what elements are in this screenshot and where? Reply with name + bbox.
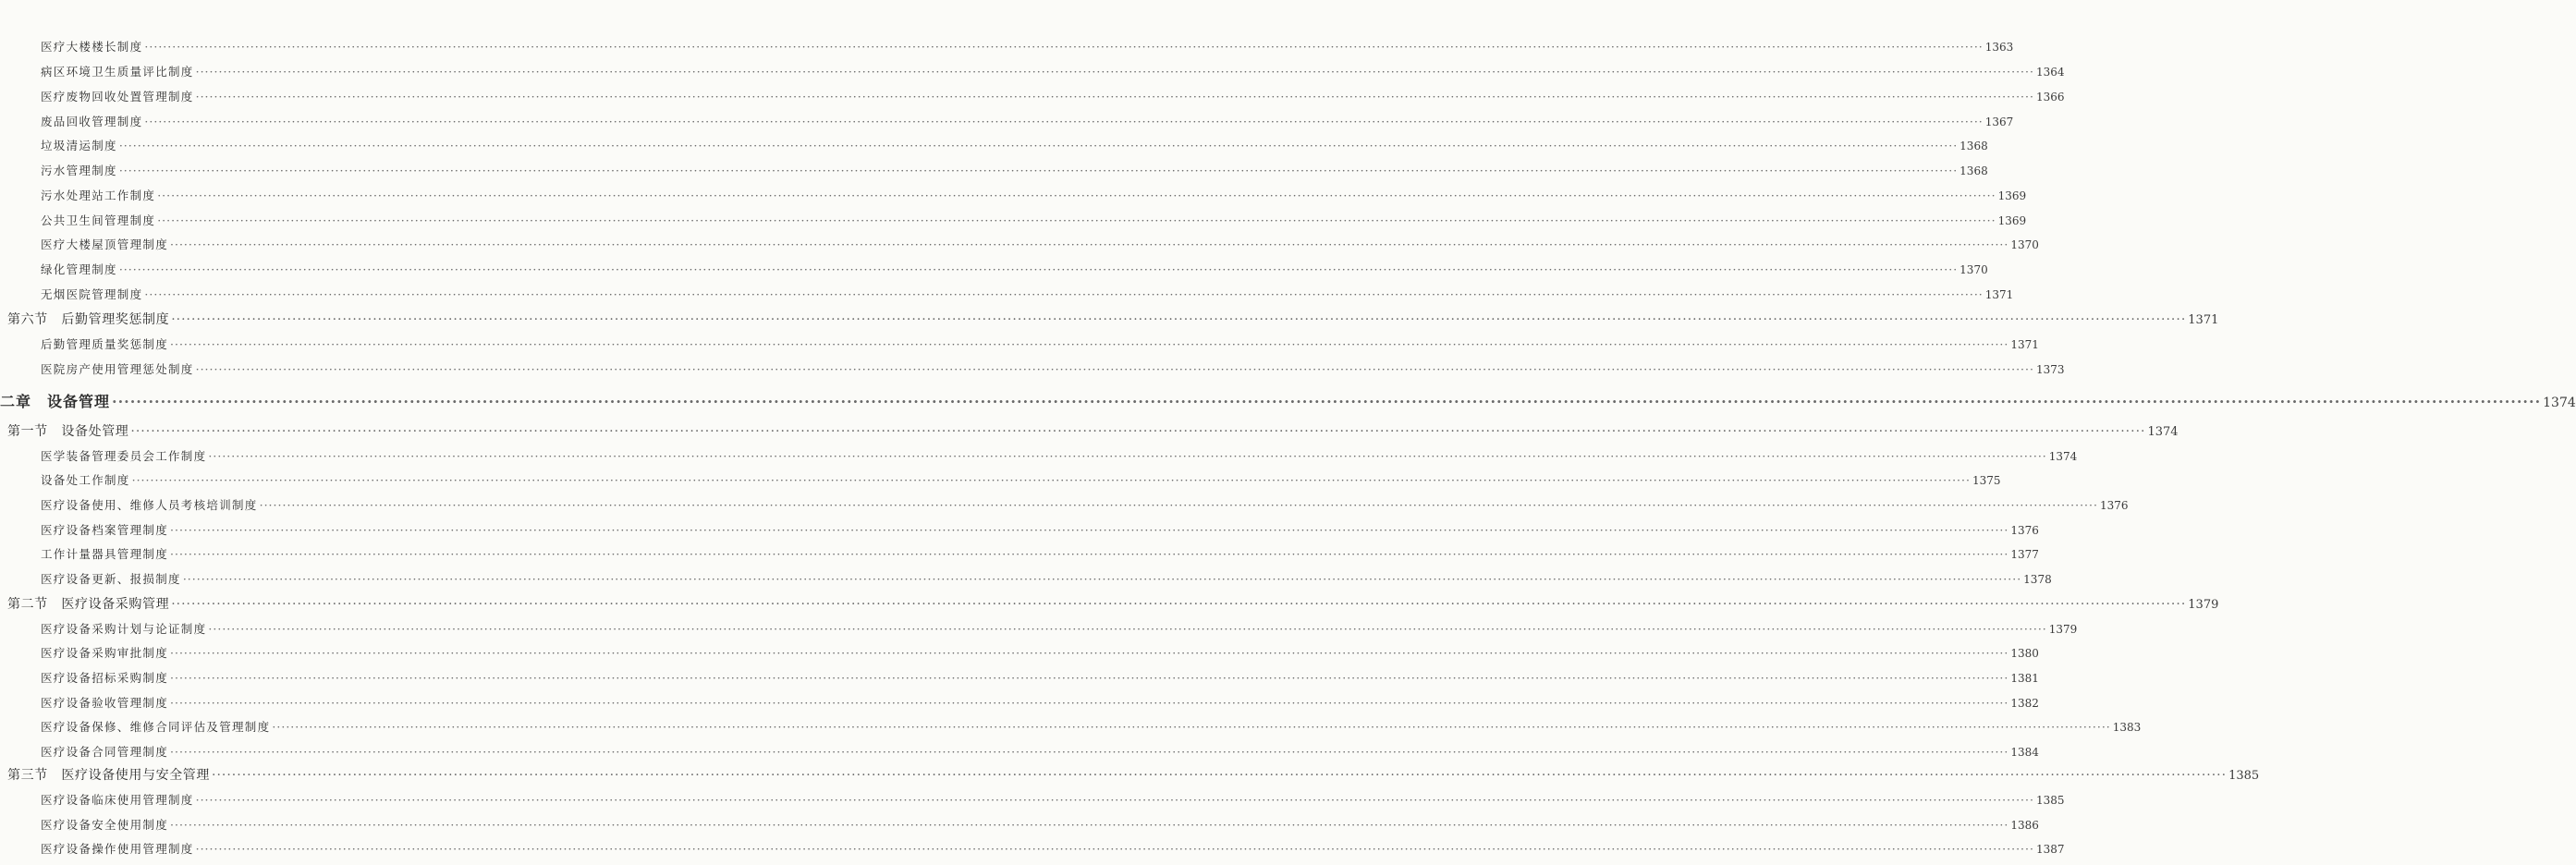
toc-page-number: 1366 [2035, 91, 2065, 104]
toc-section [7, 421, 2179, 440]
toc-label: 医疗设备安全使用制度 [41, 818, 169, 832]
toc-leader-dots: ················································································································································································································································································································································································································ [170, 547, 2009, 561]
toc-page-number: 1373 [2035, 363, 2065, 376]
toc-leader-dots: ················································································································································································································································································································································································································ [212, 768, 2228, 783]
toc-leader-dots: ················································································································································································································································································································································································································ [170, 523, 2009, 537]
toc-leader-dots: ················································································································································································································································································································································································································ [195, 65, 2034, 79]
toc-leader-dots: ················································································································································································································································································································································································································ [144, 115, 1984, 128]
toc-page-number: 1370 [1959, 263, 1988, 276]
toc-label: 医学装备管理委员会工作制度 [41, 449, 207, 463]
toc-label: 绿化管理制度 [41, 262, 117, 276]
toc-leader-dots: ················································································································································································································································································································································································································ [170, 671, 2009, 685]
toc-page-number: 1371 [2188, 313, 2219, 327]
toc-label: 第三节 医疗设备使用与安全管理 [7, 768, 210, 783]
toc-label: 医疗设备采购审批制度 [41, 646, 169, 660]
toc-label: 污水处理站工作制度 [41, 189, 156, 202]
toc-leader-dots: ················································································································································································································································································································································································································ [170, 337, 2009, 351]
toc-leader-dots: ················································································································································································································································································································································································································ [144, 40, 1984, 54]
toc-label: 医疗设备档案管理制度 [41, 523, 169, 537]
toc-page-number: 1378 [2023, 573, 2052, 586]
toc-label: 二章 设备管理 [0, 393, 111, 410]
toc-leader-dots: ················································································································································································································································································································································································································ [208, 622, 2047, 636]
toc-entry [41, 335, 2039, 352]
toc-page-number: 1364 [2035, 66, 2065, 79]
toc-leader-dots: ················································································································································································································································································································································································································ [195, 90, 2034, 104]
toc-page-number: 1363 [1984, 41, 2014, 54]
toc-leader-dots: ················································································································································································································································································································································································································ [170, 745, 2009, 759]
toc-entry [41, 545, 2039, 562]
toc-label: 医疗设备招标采购制度 [41, 671, 169, 685]
toc-label: 医疗设备采购计划与论证制度 [41, 622, 207, 636]
toc-entry [41, 816, 2039, 833]
toc-leader-dots: ················································································································································································································································································································································································································ [170, 238, 2009, 251]
toc-entry [41, 187, 2027, 203]
toc-page-number: 1383 [2112, 721, 2142, 734]
toc-label: 第一节 设备处管理 [7, 424, 129, 439]
toc-entry [41, 521, 2039, 538]
toc-page-number: 1371 [1984, 288, 2014, 301]
toc-page-number: 1370 [2010, 238, 2039, 251]
toc-leader-dots: ················································································································································································································································································································································································································ [171, 597, 2187, 612]
toc-page-number: 1381 [2010, 672, 2039, 685]
toc-page-number: 1386 [2010, 819, 2039, 832]
toc-label: 医院房产使用管理惩处制度 [41, 362, 194, 376]
toc-entry [41, 620, 2078, 637]
toc-leader-dots: ················································································································································································································································································································································································································ [195, 842, 2034, 856]
toc-section [7, 594, 2219, 613]
toc-label: 污水管理制度 [41, 164, 117, 177]
toc-label: 设备处工作制度 [41, 473, 130, 487]
toc-section [7, 310, 2219, 328]
toc-page-number: 1374 [2048, 450, 2078, 463]
toc-leader-dots: ················································································································································································································································································································································································································ [112, 393, 2542, 410]
toc-entry [41, 718, 2142, 735]
toc-label: 医疗设备临床使用管理制度 [41, 793, 194, 807]
toc-leader-dots: ················································································································································································································································································································································································································ [118, 164, 1959, 177]
toc-entry [41, 137, 1988, 153]
toc-leader-dots: ················································································································································································································································································································································································································ [208, 449, 2047, 463]
toc-entry [41, 113, 2014, 129]
toc-entry [41, 791, 2065, 808]
toc-label: 医疗设备合同管理制度 [41, 745, 169, 759]
toc-label: 医疗设备更新、报损制度 [41, 572, 181, 586]
toc-label: 医疗设备操作使用管理制度 [41, 842, 194, 856]
toc-page-number: 1369 [1997, 214, 2027, 227]
toc-label: 无烟医院管理制度 [41, 287, 143, 301]
toc-entry [41, 447, 2078, 464]
toc-page-number: 1371 [2010, 338, 2039, 351]
toc-page-number: 1375 [1972, 474, 2001, 487]
toc-leader-dots: ················································································································································································································································································································································································································ [118, 262, 1959, 276]
toc-page-number: 1376 [2099, 499, 2129, 512]
toc-label: 医疗大楼楼长制度 [41, 40, 143, 54]
toc-entry [41, 236, 2039, 252]
toc-page-number: 1377 [2010, 548, 2039, 561]
toc-entry [41, 63, 2065, 79]
toc-entry [41, 743, 2039, 760]
toc-label: 废品回收管理制度 [41, 115, 143, 128]
toc-label: 后勤管理质量奖惩制度 [41, 337, 169, 351]
toc-page-number: 1374 [2543, 396, 2576, 410]
toc-leader-dots: ················································································································································································································································································································································································································ [171, 312, 2187, 327]
toc-page-number: 1385 [2228, 769, 2260, 783]
toc-leader-dots: ················································································································································································································································································································································································································ [131, 473, 1971, 487]
toc-label: 工作计量器具管理制度 [41, 547, 169, 561]
toc-entry [41, 88, 2065, 104]
toc-entry [41, 840, 2065, 857]
toc-leader-dots: ················································································································································································································································································································································································································ [130, 424, 2146, 439]
toc-page-number: 1368 [1959, 164, 1988, 177]
toc-page-number: 1384 [2010, 746, 2039, 759]
toc-entry [41, 212, 2027, 228]
toc-label: 医疗设备验收管理制度 [41, 696, 169, 710]
toc-page-number: 1382 [2010, 697, 2039, 710]
toc-label: 病区环境卫生质量评比制度 [41, 65, 194, 79]
toc-leader-dots: ················································································································································································································································································································································································································ [170, 696, 2009, 710]
toc-page-number: 1367 [1984, 116, 2014, 128]
toc-leader-dots: ················································································································································································································································································································································································································ [259, 498, 2098, 512]
toc-page-number: 1379 [2048, 623, 2078, 636]
toc-leader-dots: ················································································································································································································································································································································································································ [118, 139, 1959, 152]
toc-entry [41, 360, 2065, 377]
toc-leader-dots: ················································································································································································································································································································································································································ [157, 213, 1996, 227]
toc-leader-dots: ················································································································································································································································································································································································································ [170, 646, 2009, 660]
toc-page-number: 1376 [2010, 524, 2039, 537]
toc-page-number: 1369 [1997, 189, 2027, 202]
toc-page-number: 1385 [2035, 794, 2065, 807]
toc-entry [41, 162, 1988, 178]
toc-entry [41, 38, 2014, 55]
toc-leader-dots: ················································································································································································································································································································································································································ [195, 362, 2034, 376]
toc-page-number: 1380 [2010, 647, 2039, 660]
toc-label: 公共卫生间管理制度 [41, 213, 156, 227]
toc-entry [41, 570, 2052, 587]
toc-leader-dots: ················································································································································································································································································································································································································ [272, 720, 2111, 734]
toc-entry [41, 261, 1988, 277]
toc-label: 医疗大楼屋顶管理制度 [41, 238, 169, 251]
toc-leader-dots: ················································································································································································································································································································································································································ [157, 189, 1996, 202]
toc-page-number: 1374 [2147, 425, 2179, 439]
toc-leader-dots: ················································································································································································································································································································································································································ [195, 793, 2034, 807]
toc-label: 医疗废物回收处置管理制度 [41, 90, 194, 104]
toc-entry [41, 644, 2039, 661]
toc-label: 医疗设备保修、维修合同评估及管理制度 [41, 720, 271, 734]
toc-leader-dots: ················································································································································································································································································································································································································ [170, 818, 2009, 832]
toc-entry [41, 286, 2014, 302]
toc-entry [41, 694, 2039, 711]
toc-chapter [0, 390, 2576, 410]
toc-entry [41, 669, 2039, 686]
toc-page-number: 1387 [2035, 843, 2065, 856]
toc-page-number: 1379 [2188, 598, 2219, 612]
toc-leader-dots: ················································································································································································································································································································································································································ [144, 287, 1984, 301]
toc-label: 垃圾清运制度 [41, 139, 117, 152]
toc-leader-dots: ················································································································································································································································································································································································································ [182, 572, 2022, 586]
toc-entry [41, 471, 2001, 488]
toc-label: 医疗设备使用、维修人员考核培训制度 [41, 498, 258, 512]
toc-entry [41, 496, 2129, 513]
toc-page-number: 1368 [1959, 140, 1988, 152]
toc-label: 第六节 后勤管理奖惩制度 [7, 312, 170, 327]
toc-section [7, 765, 2260, 784]
toc-label: 第二节 医疗设备采购管理 [7, 597, 170, 612]
